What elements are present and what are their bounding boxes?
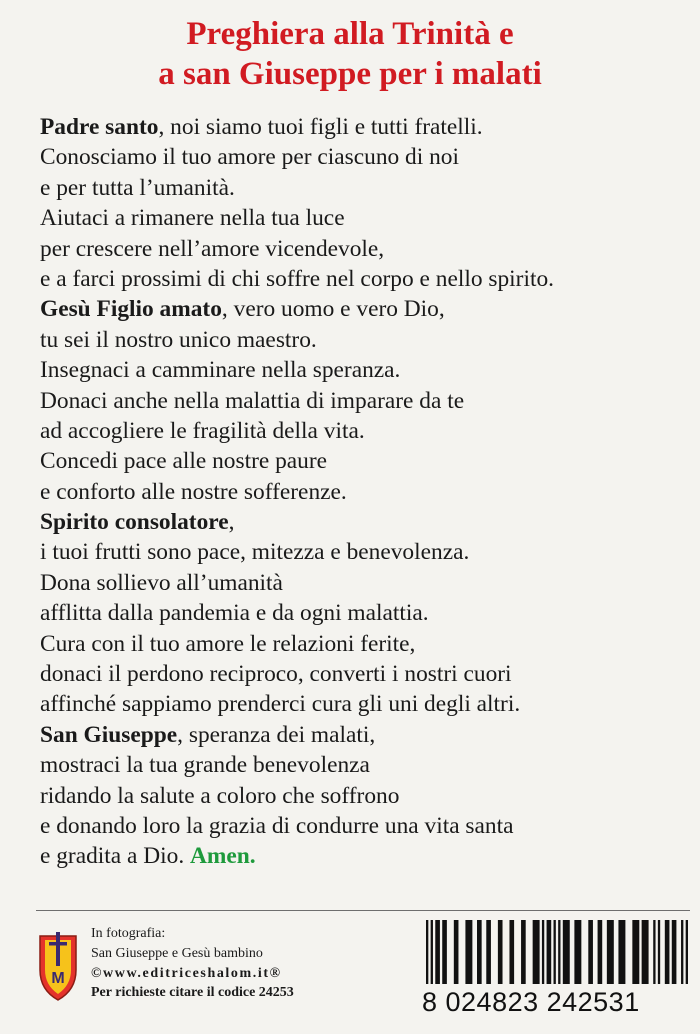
prayer-text — [40, 112, 680, 872]
prayer-line: e donando loro la grazia di condurre una vita santa — [40, 812, 514, 839]
prayer-line — [40, 841, 680, 871]
barcode-bar — [563, 920, 570, 984]
prayer-line — [40, 294, 680, 324]
prayer-line-rest: , — [228, 509, 235, 536]
prayer-line — [40, 112, 680, 142]
prayer-line: e per tutta l’umanità. — [40, 174, 235, 201]
prayer-line: Insegnaci a camminare nella speranza. — [40, 357, 401, 384]
prayer-line: Concedi pace alle nostre paure — [40, 448, 328, 475]
barcode-bar — [574, 920, 581, 984]
prayer-line-rest: , speranza dei malati, — [177, 721, 376, 748]
barcode-bar — [558, 920, 560, 984]
barcode-bars — [422, 920, 692, 984]
barcode-bar — [521, 920, 526, 984]
barcode-bar — [632, 920, 639, 984]
prayer-line-rest: , vero uomo e vero Dio, — [221, 296, 445, 323]
barcode-bar — [442, 920, 447, 984]
footer-divider — [36, 910, 690, 911]
barcode-bar — [658, 920, 660, 984]
barcode-bar — [498, 920, 503, 984]
prayer-line: Dona sollievo all’umanità — [40, 569, 283, 596]
barcode-bar — [686, 920, 688, 984]
barcode-bar — [426, 920, 428, 984]
barcode-bar — [554, 920, 556, 984]
barcode-bar — [672, 920, 677, 984]
barcode-bar — [665, 920, 670, 984]
prayer-line — [40, 720, 680, 750]
barcode-bar — [681, 920, 683, 984]
barcode-bar — [533, 920, 540, 984]
invocation-gesu: Gesù Figlio amato — [40, 296, 222, 323]
prayer-line: mostraci la tua grande benevolenza — [40, 752, 370, 779]
prayer-line: donaci il perdono reciproco, converti i nostri cuori — [40, 661, 512, 688]
invocation-giuseppe: San Giuseppe — [40, 721, 178, 748]
prayer-line: i tuoi frutti sono pace, mitezza e benevolenza. — [40, 539, 470, 566]
barcode-bar — [542, 920, 544, 984]
prayer-title — [0, 14, 700, 94]
barcode — [422, 920, 692, 1030]
barcode-bar — [454, 920, 459, 984]
barcode-bar — [618, 920, 625, 984]
barcode-bar — [431, 920, 433, 984]
barcode-bar — [598, 920, 603, 984]
prayer-line: e a farci prossimi di chi soffre nel corpo e nello spirito. — [40, 265, 555, 292]
credits-text — [91, 924, 421, 1003]
prayer-line: Donaci anche nella malattia di imparare da te — [40, 387, 465, 414]
publisher-website: ©www.editriceshalom.it® — [91, 965, 282, 981]
prayer-line: affinché sappiamo prenderci cura gli uni degli altri. — [40, 691, 521, 718]
prayer-line: Cura con il tuo amore le relazioni ferite, — [40, 630, 416, 657]
barcode-bar — [477, 920, 482, 984]
title-line-1: Preghiera alla Trinità e — [186, 16, 514, 52]
prayer-line: per crescere nell’amore vicendevole, — [40, 235, 385, 262]
barcode-bar — [465, 920, 472, 984]
prayer-line: Aiutaci a rimanere nella tua luce — [40, 205, 345, 232]
barcode-bar — [607, 920, 614, 984]
svg-text:M: M — [51, 970, 65, 987]
invocation-padre: Padre santo — [40, 114, 159, 140]
barcode-bar — [435, 920, 440, 984]
photo-subject: San Giuseppe e Gesù bambino — [91, 945, 263, 961]
publisher-logo-icon — [36, 930, 80, 1002]
barcode-bar — [486, 920, 491, 984]
prayer-line: tu sei il nostro unico maestro. — [40, 326, 317, 353]
prayer-line: ridando la salute a coloro che soffrono — [40, 782, 400, 809]
product-code: Per richieste citare il codice 24253 — [91, 985, 294, 1001]
prayer-line: afflitta dalla pandemia e da ogni malattia. — [40, 600, 429, 627]
prayer-line: ad accogliere le fragilità della vita. — [40, 417, 365, 444]
barcode-bar — [547, 920, 552, 984]
barcode-bar — [588, 920, 593, 984]
prayer-line: Conosciamo il tuo amore per ciascuno di noi — [40, 144, 459, 171]
invocation-spirito: Spirito consolatore — [40, 509, 229, 536]
prayer-line-last: e gradita a Dio. — [40, 843, 191, 870]
prayer-line — [40, 507, 680, 537]
prayer-line-rest: , noi siamo tuoi figli e tutti fratelli. — [158, 114, 483, 140]
barcode-bar — [642, 920, 649, 984]
photo-label: In fotografia: — [91, 926, 166, 941]
prayer-line: e conforto alle nostre sofferenze. — [40, 478, 347, 505]
barcode-bar — [653, 920, 655, 984]
amen: Amen. — [190, 843, 256, 870]
barcode-bar — [509, 920, 514, 984]
barcode-digits: 8 024823 242531 — [422, 987, 640, 1017]
title-line-2: a san Giuseppe per i malati — [158, 56, 542, 92]
